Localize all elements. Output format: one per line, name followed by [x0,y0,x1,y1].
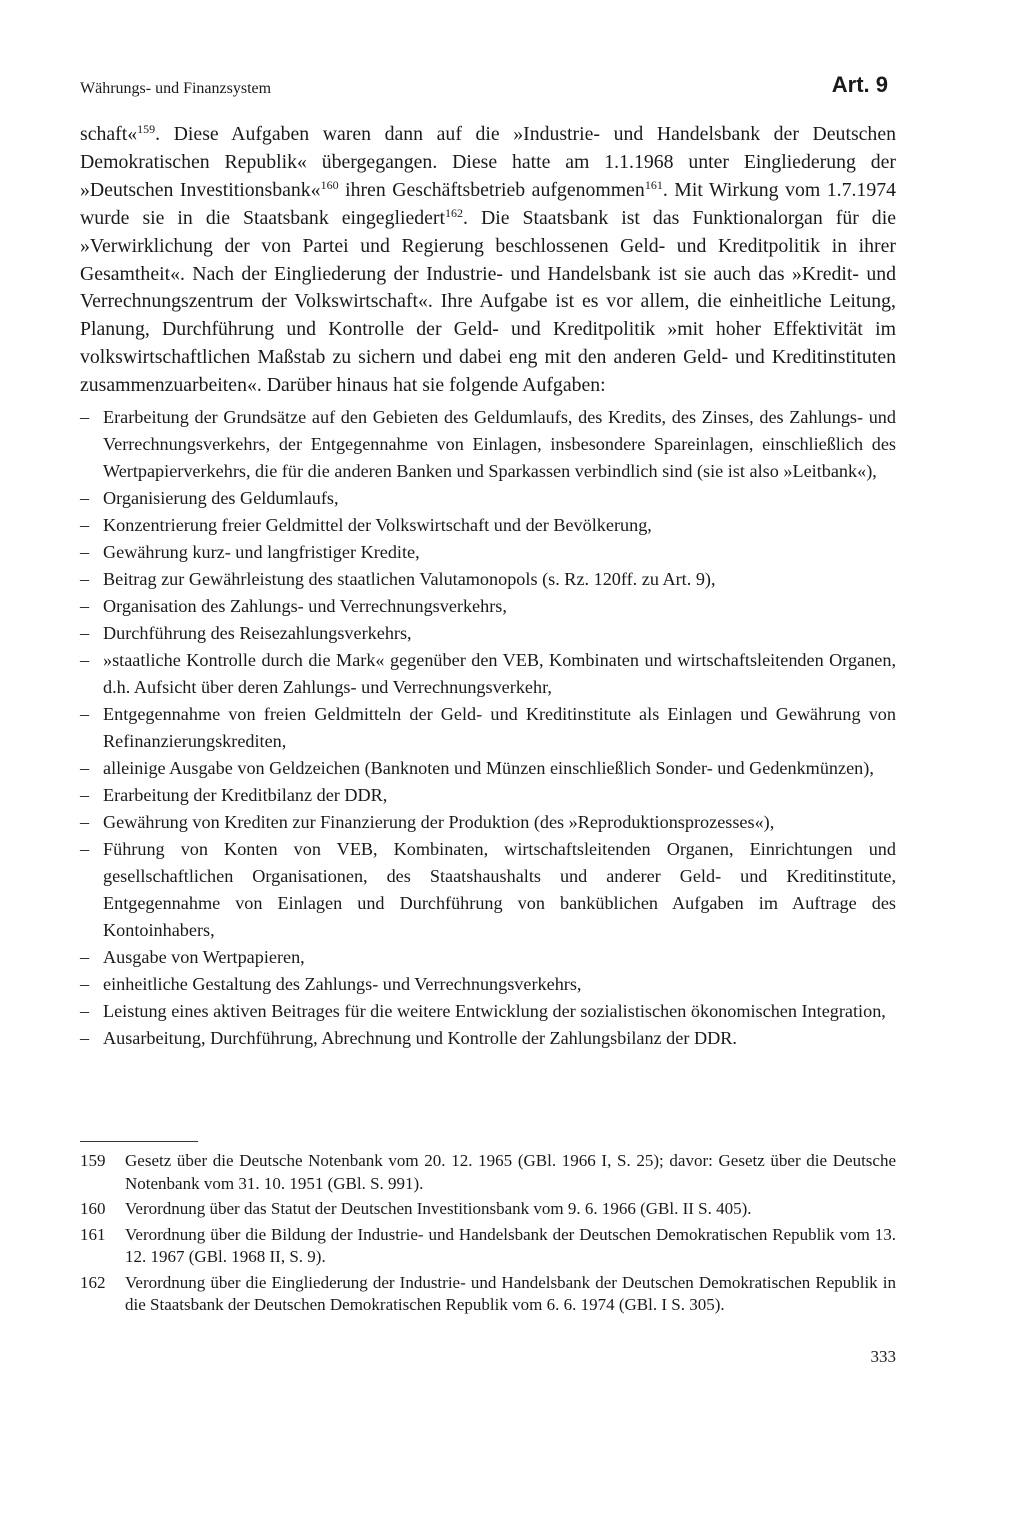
footnote-number: 160 [80,1199,106,1218]
footnote-text: Verordnung über die Bildung der Industrie- und Handelsbank der Deutschen Demokratischen Republik vom 13. 12. 1967 (GBl. 1968 II, S. 9). [125,1224,896,1266]
footnote-160 [80,1198,896,1221]
footnote-ref-160: 160 [320,177,339,192]
article-number: Art. 9 [831,72,888,97]
footnote-text: Verordnung über die Eingliederung der Industrie- und Handelsbank der Deutschen Demokratischen Republik in die Staatsbank der Deutschen Demokratischen Republik vom 6. 6. 1974 (GBl. I S. 305). [125,1272,896,1314]
list-item: – Entgegennahme von freien Geldmitteln der Geld- und Kreditinstitute als Einlagen und Gewährung von Refinanzierungskrediten, [80,701,896,755]
paragraph-text: . Diese Aufgaben waren dann auf die »Industrie- und Handelsbank der Deutschen Demokratischen Republik« übergegangen. Diese hatte am 1.1.1968 unter Eingliederung der »Deutschen Investitionsbank« [80,123,896,201]
list-item: – einheitliche Gestaltung des Zahlungs- und Verrechnungsverkehrs, [80,971,896,998]
list-item: – Ausgabe von Wertpapieren, [80,944,896,971]
footnote-divider [80,1141,198,1142]
list-item: – Gewährung kurz- und langfristiger Kredite, [80,539,896,566]
task-list [80,404,896,1052]
running-title: Währungs- und Finanzsystem [80,80,272,97]
list-item: – Gewährung von Krediten zur Finanzierung der Produktion (des »Reproduktionsprozesses«), [80,809,896,836]
list-item: – Leistung eines aktiven Beitrages für die weitere Entwicklung der sozialistischen ökonomischen Integration, [80,998,896,1025]
list-item: – Konzentrierung freier Geldmittel der Volkswirtschaft und der Bevölkerung, [80,512,896,539]
list-item: – Führung von Konten von VEB, Kombinaten, wirtschaftsleitenden Organen, Einrichtungen und gesellschaftlichen Organisationen, des Staatshaushalts und anderer Geld- und Kreditinstitute, Entgegennahme von Einlagen und Durchführung von banküblichen Aufgaben im Auftrage des Kontoinhabers, [80,836,896,944]
list-item: – Durchführung des Reisezahlungsverkehrs, [80,620,896,647]
body-paragraph [80,121,896,400]
footnote-ref-161: 161 [644,177,663,192]
footnote-number: 159 [80,1151,106,1170]
footnote-text: Gesetz über die Deutsche Notenbank vom 20. 12. 1965 (GBl. 1966 I, S. 25); davor: Gesetz über die Deutsche Notenbank vom 31. 10. 1951 (GBl. S. 991). [125,1151,896,1193]
list-item: – Ausarbeitung, Durchführung, Abrechnung und Kontrolle der Zahlungsbilanz der DDR. [80,1025,896,1052]
page-number: 333 [870,1347,896,1366]
main-text [80,121,896,1052]
list-item: – Beitrag zur Gewährleistung des staatlichen Valutamonopols (s. Rz. 120ff. zu Art. 9), [80,566,896,593]
footnote-number: 162 [80,1272,106,1292]
footnote-ref-162: 162 [444,205,463,220]
list-item: – »staatliche Kontrolle durch die Mark« gegenüber den VEB, Kombinaten und wirtschaftsleitenden Organen, d.h. Aufsicht über deren Zahlungs- und Verrechnungsverkehr, [80,647,896,701]
list-item: – Erarbeitung der Grundsätze auf den Gebieten des Geldumlaufs, des Kredits, des Zinses, des Zahlungs- und Verrechnungsverkehrs, der Entgegennahme von Einlagen, insbesondere Spareinlagen, einschließlich des Wertpapierverkehrs, die für die anderen Banken und Sparkassen verbindlich sind (sie ist also »Leitbank«), [80,404,896,485]
paragraph-text: schaft« [80,123,138,145]
list-item: – Organisation des Zahlungs- und Verrechnungsverkehrs, [80,593,896,620]
footnote-159 [80,1150,896,1195]
footnote-162 [80,1272,896,1317]
paragraph-text: ihren Geschäftsbetrieb aufgenommen [338,178,645,201]
footnote-text: Verordnung über das Statut der Deutschen Investitionsbank vom 9. 6. 1966 (GBl. II S. 405). [125,1199,752,1218]
footnote-number: 161 [80,1224,106,1244]
footnotes [80,1150,896,1320]
footnote-ref-159: 159 [137,122,156,136]
list-item: – alleinige Ausgabe von Geldzeichen (Banknoten und Münzen einschließlich Sonder- und Gedenkmünzen), [80,755,896,782]
paragraph-text: . Die Staatsbank ist das Funktionalorgan für die »Verwirklichung der von Partei und Regierung beschlossenen Geld- und Kreditpolitik in ihrer Gesamtheit«. Nach der Eingliederung der Industrie- und Handelsbank ist sie auch das »Kredit- und Verrechnungszentrum der Volkswirtschaft«. Ihre Aufgabe ist es vor allem, die einheitliche Leitung, Planung, Durchführung und Kontrolle der Geld- und Kreditpolitik »mit hoher Effektivität im volkswirtschaftlichen Maßstab zu sichern und dabei eng mit den anderen Geld- und Kreditinstituten zusammenzuarbeiten«. Darüber hinaus hat sie folgende Aufgaben: [80,206,896,397]
footnote-161 [80,1224,896,1269]
list-item: – Erarbeitung der Kreditbilanz der DDR, [80,782,896,809]
list-item: – Organisierung des Geldumlaufs, [80,485,896,512]
paragraph-text: . Mit Wirkung vom 1.7.1974 wurde sie in die Staatsbank eingegliedert [80,178,896,229]
